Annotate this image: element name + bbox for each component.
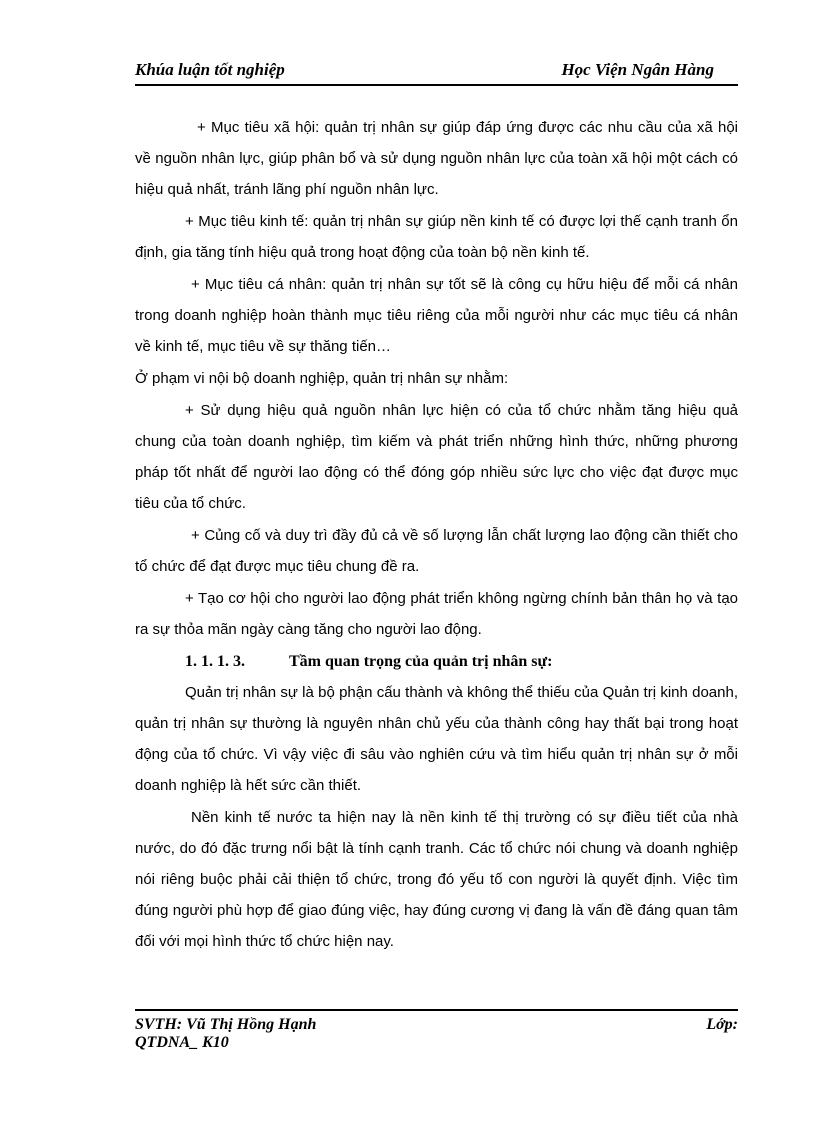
page-header [135,58,738,82]
header-divider [135,84,738,86]
paragraph-economic-goal: + Mục tiêu kinh tế: quản trị nhân sự giúp nền kinh tế có được lợi thế cạnh tranh ổn định, gia tăng tính hiệu quả trong hoạt động của toàn bộ nền kinh tế. [135,213,738,261]
footer-divider [135,1009,738,1011]
section-heading [135,646,738,677]
footer-student: SVTH: Vũ Thị Hồng Hạnh [135,1016,317,1033]
paragraph-effective-use: + Sử dụng hiệu quả nguồn nhân lực hiện có của tổ chức nhằm tăng hiệu quả chung của toàn doanh nghiệp, tìm kiếm và phát triển những hình thức, những phương pháp tốt nhất để người lao động có thể đóng góp nhiều sức lực cho việc đạt được mục tiêu của tổ chức. [135,402,738,512]
footer-class-label: Lớp: [706,1016,738,1033]
paragraph-internal-scope: Ở phạm vi nội bộ doanh nghiệp, quản trị nhân sự nhằm: [135,370,509,387]
section-number: 1. 1. 1. 3. [185,653,245,670]
paragraph-social-goal: + Mục tiêu xã hội: quản trị nhân sự giúp đáp ứng được các nhu cầu của xã hội về nguồn nhân lực, giúp phân bổ và sử dụng nguồn nhân lực của toàn xã hội một cách có hiệu quả nhất, tránh lãng phí nguồn nhân lực. [135,119,738,198]
paragraph-consolidate: + Củng cố và duy trì đầy đủ cả về số lượng lẫn chất lượng lao động cần thiết cho tổ chức để đạt được mục tiêu chung đề ra. [135,527,738,575]
header-thesis-title: Khúa luận tốt nghiệp [135,60,285,79]
paragraph-personal-goal: + Mục tiêu cá nhân: quản trị nhân sự tốt sẽ là công cụ hữu hiệu để mỗi cá nhân trong doanh nghiệp hoàn thành mục tiêu riêng của mỗi người như các mục tiêu cá nhân về kinh tế, mục tiêu về sự thăng tiến… [135,276,738,355]
paragraph-importance: Quản trị nhân sự là bộ phận cấu thành và không thể thiếu của Quản trị kinh doanh, quản trị nhân sự thường là nguyên nhân chủ yếu của thành công hay thất bại trong hoạt động của tổ chức. Vì vậy việc đi sâu vào nghiên cứu và tìm hiểu quản trị nhân sự ở mỗi doanh nghiệp là hết sức cần thiết. [135,684,738,794]
paragraph-opportunity: + Tạo cơ hội cho người lao động phát triển không ngừng chính bản thân họ và tạo ra sự thỏa mãn ngày càng tăng cho người lao động. [135,590,738,638]
header-institution: Học Viện Ngân Hàng [561,60,714,79]
footer-class-code: QTDNA_ K10 [135,1034,229,1051]
paragraph-economy: Nền kinh tế nước ta hiện nay là nền kinh tế thị trường có sự điều tiết của nhà nước, do đó đặc trưng nổi bật là tính cạnh tranh. Các tổ chức nói chung và doanh nghiệp nói riêng buộc phải cải thiện tổ chức, trong đó yếu tố con người là quyết định. Việc tìm đúng người phù hợp để giao đúng việc, hay đúng cương vị đang là vấn đề đáng quan tâm đối với mọi hình thức tổ chức hiện nay. [135,809,738,950]
section-title: Tầm quan trọng của quản trị nhân sự: [289,653,553,670]
document-body [135,112,738,958]
